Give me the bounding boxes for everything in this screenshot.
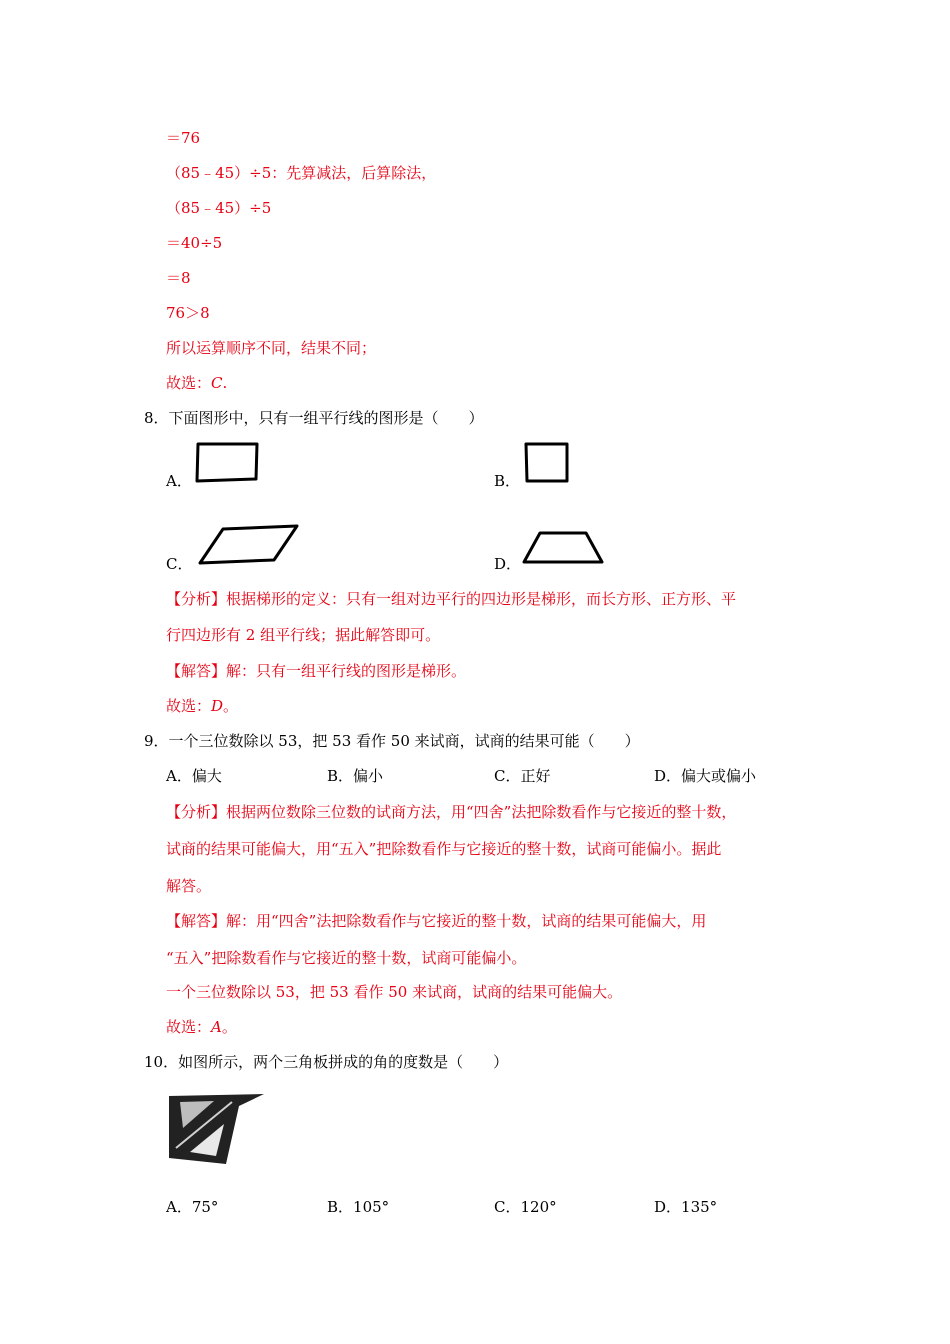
solution-line: ＝76 — [166, 129, 201, 147]
analysis-text: 【分析】根据两位数除三位数的试商方法，用“四舍”法把除数看作与它接近的整十数， — [166, 803, 737, 821]
option-d: D．135° — [654, 1198, 718, 1216]
square-icon — [522, 440, 572, 486]
answer-suffix: 。 — [221, 1018, 237, 1036]
analysis-text: 【分析】根据梯形的定义：只有一组对边平行的四边形是梯形，而长方形、正方形、平 — [166, 590, 737, 608]
option-b: B．105° — [327, 1198, 390, 1216]
solution-line: （85﹣45）÷5 — [166, 199, 272, 217]
option-d-label: D． — [494, 555, 522, 573]
answer-line — [166, 1017, 237, 1037]
answer-line — [166, 373, 227, 393]
option-a: A．75° — [166, 1198, 219, 1216]
solution-line: 76＞8 — [166, 304, 210, 322]
question-9-stem: 9．一个三位数除以 53，把 53 看作 50 来试商，试商的结果可能（ ） — [144, 732, 640, 750]
solution-line: 所以运算顺序不同，结果不同； — [166, 339, 377, 357]
analysis-text: 行四边形有 2 组平行线；据此解答即可。 — [166, 626, 441, 644]
solution-text: “五入”把除数看作与它接近的整十数，试商可能偏小。 — [166, 949, 527, 967]
solution-text: 【解答】解：用“四舍”法把除数看作与它接近的整十数，试商的结果可能偏大，用 — [166, 912, 707, 930]
solution-text: 【解答】解：只有一组平行线的图形是梯形。 — [166, 662, 467, 680]
answer-prefix: 故选： — [166, 374, 212, 392]
option-c-label: C． — [166, 555, 193, 573]
option-d: D．偏大或偏小 — [654, 767, 757, 785]
parallelogram-icon — [196, 522, 302, 566]
question-8-stem: 8．下面图形中，只有一组平行线的图形是（ ） — [144, 409, 484, 427]
solution-text: 一个三位数除以 53，把 53 看作 50 来试商，试商的结果可能偏大。 — [166, 983, 623, 1001]
solution-line: ＝8 — [166, 269, 191, 287]
option-c: C．120° — [494, 1198, 557, 1216]
answer-letter: D — [211, 697, 224, 715]
answer-suffix: . — [222, 374, 228, 392]
analysis-text: 试商的结果可能偏大，用“五入”把除数看作与它接近的整十数，试商可能偏小。据此 — [166, 840, 722, 858]
answer-line — [166, 696, 238, 716]
solution-line: （85﹣45）÷5：先算减法，后算除法， — [166, 164, 437, 182]
analysis-text: 解答。 — [166, 877, 212, 895]
option-b: B．偏小 — [327, 767, 384, 785]
option-a-label: A． — [166, 472, 192, 490]
answer-letter: C — [211, 374, 223, 392]
option-a: A．偏大 — [166, 767, 222, 785]
trapezoid-icon — [520, 528, 606, 566]
answer-suffix: 。 — [223, 697, 239, 715]
answer-letter: A — [211, 1018, 222, 1036]
answer-prefix: 故选： — [166, 697, 212, 715]
answer-prefix: 故选： — [166, 1018, 212, 1036]
rectangle-icon — [194, 440, 262, 486]
option-c: C．正好 — [494, 767, 551, 785]
question-10-stem: 10．如图所示，两个三角板拼成的角的度数是（ ） — [144, 1053, 509, 1071]
solution-line: ＝40÷5 — [166, 234, 223, 252]
set-square-figure-icon — [166, 1088, 270, 1168]
option-b-label: B． — [494, 472, 521, 490]
